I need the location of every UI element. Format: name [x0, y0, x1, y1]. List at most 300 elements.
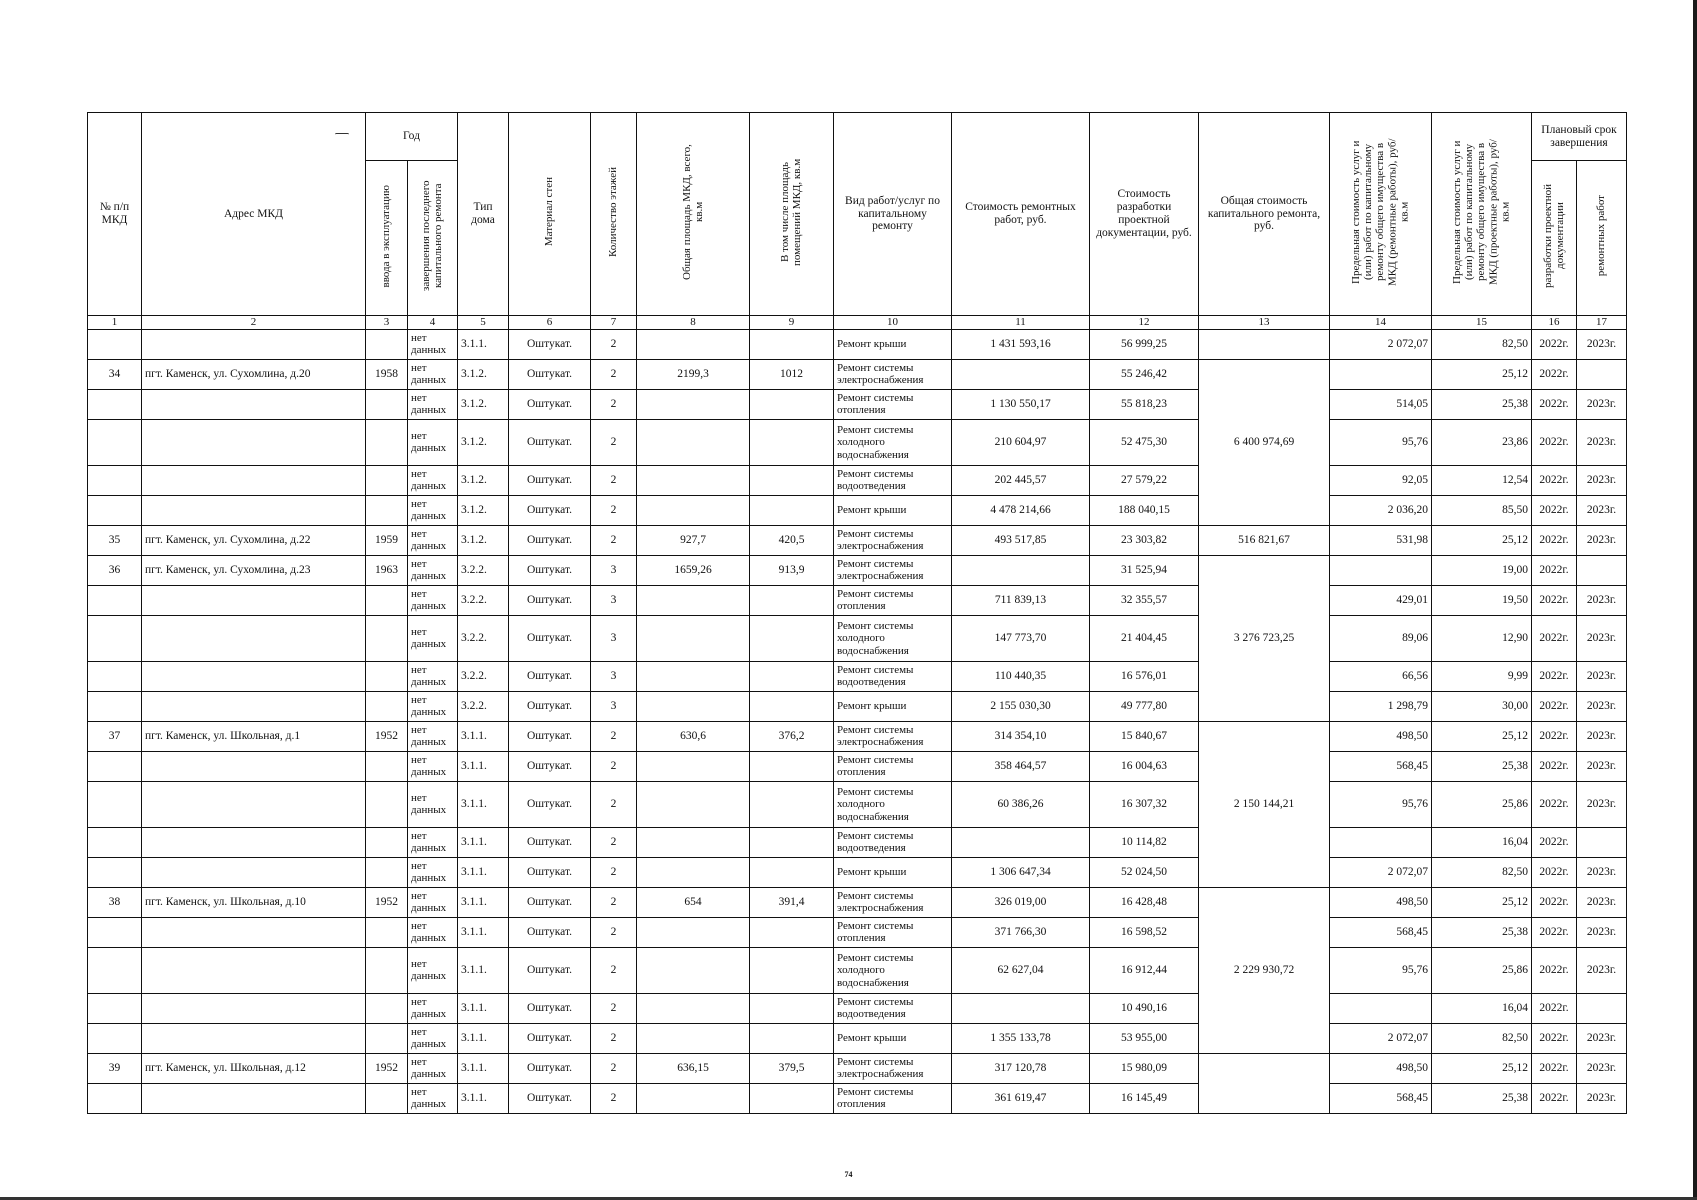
house-address: пгт. Каменск, ул. Школьная, д.12: [142, 1053, 366, 1083]
commission-year: [366, 993, 408, 1023]
limit-design: 82,50: [1432, 329, 1532, 359]
repair-cost: 147 773,70: [952, 615, 1090, 661]
total-area: 630,6: [637, 721, 750, 751]
column-number: 12: [1090, 315, 1199, 329]
deadline-repair: 2023г.: [1577, 917, 1627, 947]
house-type: 3.1.1.: [458, 751, 509, 781]
limit-design: 9,99: [1432, 661, 1532, 691]
premises-area: [750, 691, 834, 721]
deadline-design: 2022г.: [1532, 389, 1577, 419]
limit-repair: [1330, 827, 1432, 857]
deadline-design: 2022г.: [1532, 585, 1577, 615]
design-cost: 31 525,94: [1090, 555, 1199, 585]
floors-count: 2: [591, 495, 637, 525]
premises-area: [750, 615, 834, 661]
total-area: [637, 947, 750, 993]
design-cost: 16 307,32: [1090, 781, 1199, 827]
row-number: 35: [88, 525, 142, 555]
design-cost: 32 355,57: [1090, 585, 1199, 615]
total-area: 654: [637, 887, 750, 917]
house-type: 3.1.1.: [458, 887, 509, 917]
wall-material: Оштукат.: [509, 1083, 591, 1113]
commission-year: 1952: [366, 887, 408, 917]
limit-repair: 89,06: [1330, 615, 1432, 661]
page-number: 74: [844, 1170, 853, 1179]
table-row: [88, 751, 1627, 781]
limit-repair: 2 072,07: [1330, 857, 1432, 887]
wall-material: Оштукат.: [509, 465, 591, 495]
house-type: 3.1.1.: [458, 857, 509, 887]
limit-repair: 2 072,07: [1330, 1023, 1432, 1053]
design-cost: 52 475,30: [1090, 419, 1199, 465]
commission-year: [366, 781, 408, 827]
limit-repair: 498,50: [1330, 721, 1432, 751]
floors-count: 2: [591, 1083, 637, 1113]
wall-material: Оштукат.: [509, 691, 591, 721]
repair-cost: 60 386,26: [952, 781, 1090, 827]
floors-count: 2: [591, 525, 637, 555]
floors-count: 2: [591, 857, 637, 887]
total-area: 1659,26: [637, 555, 750, 585]
floors-count: 3: [591, 661, 637, 691]
last-repair-year: нет данных: [408, 1053, 458, 1083]
deadline-repair: 2023г.: [1577, 691, 1627, 721]
design-cost: 49 777,80: [1090, 691, 1199, 721]
table-row: [88, 525, 1627, 555]
house-address: [142, 751, 366, 781]
deadline-design: 2022г.: [1532, 1083, 1577, 1113]
commission-year: [366, 751, 408, 781]
work-type: Ремонт системы отопления: [834, 1083, 952, 1113]
row-number: [88, 495, 142, 525]
floors-count: 2: [591, 329, 637, 359]
col-limit-design-header: Предельная стоимость услуг и (или) работ по капитальному ремонту общего имущества в МКД (проектные работы), руб/кв.м: [1432, 113, 1532, 316]
repair-cost: 1 130 550,17: [952, 389, 1090, 419]
total-area: [637, 661, 750, 691]
row-number: [88, 1023, 142, 1053]
repair-cost: 62 627,04: [952, 947, 1090, 993]
limit-repair: 531,98: [1330, 525, 1432, 555]
column-number: 4: [408, 315, 458, 329]
table-row: [88, 555, 1627, 585]
table-row: [88, 1023, 1627, 1053]
limit-design: 19,00: [1432, 555, 1532, 585]
wall-material: Оштукат.: [509, 359, 591, 389]
repair-cost: 317 120,78: [952, 1053, 1090, 1083]
table-row: [88, 721, 1627, 751]
column-number: 10: [834, 315, 952, 329]
premises-area: [750, 781, 834, 827]
limit-repair: 95,76: [1330, 947, 1432, 993]
column-number: 11: [952, 315, 1090, 329]
total-area: [637, 419, 750, 465]
last-repair-year: нет данных: [408, 947, 458, 993]
work-type: Ремонт системы отопления: [834, 751, 952, 781]
column-number: 13: [1199, 315, 1330, 329]
limit-design: 16,04: [1432, 993, 1532, 1023]
row-number: [88, 917, 142, 947]
design-cost: 10 490,16: [1090, 993, 1199, 1023]
premises-area: [750, 389, 834, 419]
house-address: [142, 947, 366, 993]
row-number: [88, 661, 142, 691]
house-type: 3.1.1.: [458, 721, 509, 751]
limit-design: 25,12: [1432, 887, 1532, 917]
design-cost: 188 040,15: [1090, 495, 1199, 525]
deadline-repair: 2023г.: [1577, 525, 1627, 555]
limit-repair: 498,50: [1330, 887, 1432, 917]
table-row: [88, 947, 1627, 993]
limit-design: 19,50: [1432, 585, 1532, 615]
deadline-repair: 2023г.: [1577, 465, 1627, 495]
floors-count: 2: [591, 887, 637, 917]
work-type: Ремонт системы холодного водоснабжения: [834, 419, 952, 465]
last-repair-year: нет данных: [408, 615, 458, 661]
deadline-design: 2022г.: [1532, 525, 1577, 555]
repair-cost: 1 431 593,16: [952, 329, 1090, 359]
last-repair-year: нет данных: [408, 329, 458, 359]
last-repair-year: нет данных: [408, 1023, 458, 1053]
floors-count: 3: [591, 585, 637, 615]
commission-year: [366, 615, 408, 661]
design-cost: 16 576,01: [1090, 661, 1199, 691]
commission-year: [366, 419, 408, 465]
last-repair-year: нет данных: [408, 887, 458, 917]
house-address: пгт. Каменск, ул. Сухомлина, д.20: [142, 359, 366, 389]
limit-design: 25,38: [1432, 1083, 1532, 1113]
design-cost: 16 145,49: [1090, 1083, 1199, 1113]
limit-design: 82,50: [1432, 1023, 1532, 1053]
wall-material: Оштукат.: [509, 917, 591, 947]
work-type: Ремонт системы отопления: [834, 917, 952, 947]
deadline-design: 2022г.: [1532, 827, 1577, 857]
column-number: 2: [142, 315, 366, 329]
total-area: [637, 465, 750, 495]
row-number: [88, 691, 142, 721]
house-type: 3.1.2.: [458, 389, 509, 419]
commission-year: [366, 465, 408, 495]
work-type: Ремонт системы холодного водоснабжения: [834, 615, 952, 661]
design-cost: 27 579,22: [1090, 465, 1199, 495]
deadline-design: 2022г.: [1532, 993, 1577, 1023]
commission-year: [366, 585, 408, 615]
wall-material: Оштукат.: [509, 389, 591, 419]
commission-year: [366, 947, 408, 993]
last-repair-year: нет данных: [408, 389, 458, 419]
repair-cost: 202 445,57: [952, 465, 1090, 495]
total-area: [637, 857, 750, 887]
row-number: [88, 827, 142, 857]
commission-year: [366, 329, 408, 359]
total-area: [637, 781, 750, 827]
wall-material: Оштукат.: [509, 615, 591, 661]
design-cost: 21 404,45: [1090, 615, 1199, 661]
total-area: [637, 495, 750, 525]
deadline-design: 2022г.: [1532, 691, 1577, 721]
work-type: Ремонт системы водоотведения: [834, 827, 952, 857]
house-address: пгт. Каменск, ул. Сухомлина, д.23: [142, 555, 366, 585]
house-address: пгт. Каменск, ул. Школьная, д.1: [142, 721, 366, 751]
col-repair-cost-header: Стоимость ремонтных работ, руб.: [952, 113, 1090, 316]
deadline-repair: [1577, 555, 1627, 585]
column-number: 16: [1532, 315, 1577, 329]
last-repair-year: нет данных: [408, 691, 458, 721]
limit-repair: 66,56: [1330, 661, 1432, 691]
limit-repair: [1330, 555, 1432, 585]
work-type: Ремонт системы отопления: [834, 389, 952, 419]
limit-repair: [1330, 993, 1432, 1023]
deadline-repair: 2023г.: [1577, 615, 1627, 661]
table-row: [88, 887, 1627, 917]
limit-repair: 568,45: [1330, 917, 1432, 947]
wall-material: Оштукат.: [509, 525, 591, 555]
col-premises-area-header: В том числе площадь помещений МКД, кв.м: [750, 113, 834, 316]
col-address-header: Адрес МКД: [142, 113, 366, 316]
last-repair-year: нет данных: [408, 495, 458, 525]
house-address: [142, 495, 366, 525]
commission-year: 1952: [366, 721, 408, 751]
work-type: Ремонт крыши: [834, 691, 952, 721]
table-row: [88, 465, 1627, 495]
deadline-design: 2022г.: [1532, 555, 1577, 585]
repair-cost: [952, 827, 1090, 857]
total-area: [637, 329, 750, 359]
last-repair-year: нет данных: [408, 419, 458, 465]
deadline-repair: [1577, 827, 1627, 857]
deadline-repair: 2023г.: [1577, 1053, 1627, 1083]
table-row: [88, 691, 1627, 721]
floors-count: 2: [591, 751, 637, 781]
design-cost: 55 818,23: [1090, 389, 1199, 419]
table-row: [88, 1083, 1627, 1113]
commission-year: [366, 691, 408, 721]
repair-cost: 1 355 133,78: [952, 1023, 1090, 1053]
deadline-repair: 2023г.: [1577, 887, 1627, 917]
work-type: Ремонт крыши: [834, 857, 952, 887]
row-number: 37: [88, 721, 142, 751]
column-number: 7: [591, 315, 637, 329]
deadline-design: 2022г.: [1532, 1023, 1577, 1053]
work-type: Ремонт системы холодного водоснабжения: [834, 947, 952, 993]
design-cost: 15 980,09: [1090, 1053, 1199, 1083]
deadline-design: 2022г.: [1532, 721, 1577, 751]
total-area: [637, 917, 750, 947]
premises-area: 913,9: [750, 555, 834, 585]
deadline-design: 2022г.: [1532, 329, 1577, 359]
row-number: [88, 857, 142, 887]
scan-edge-right: [1693, 0, 1697, 1200]
house-type: 3.1.2.: [458, 465, 509, 495]
total-area: [637, 585, 750, 615]
last-repair-year: нет данных: [408, 525, 458, 555]
last-repair-year: нет данных: [408, 1083, 458, 1113]
house-address: [142, 691, 366, 721]
house-address: [142, 781, 366, 827]
repair-cost: 361 619,47: [952, 1083, 1090, 1113]
col-house-type-header: Тип дома: [458, 113, 509, 316]
premises-area: [750, 751, 834, 781]
repair-cost: 110 440,35: [952, 661, 1090, 691]
limit-repair: 568,45: [1330, 751, 1432, 781]
deadline-design: 2022г.: [1532, 947, 1577, 993]
house-type: 3.1.1.: [458, 993, 509, 1023]
deadline-design: 2022г.: [1532, 857, 1577, 887]
deadline-repair: [1577, 359, 1627, 389]
row-number: [88, 615, 142, 661]
deadline-design: 2022г.: [1532, 495, 1577, 525]
work-type: Ремонт системы электроснабжения: [834, 887, 952, 917]
floors-count: 3: [591, 615, 637, 661]
repair-cost: [952, 993, 1090, 1023]
column-number: 5: [458, 315, 509, 329]
premises-area: 376,2: [750, 721, 834, 751]
table-row: [88, 1053, 1627, 1083]
table-row: [88, 857, 1627, 887]
row-number: [88, 1083, 142, 1113]
house-type: 3.2.2.: [458, 615, 509, 661]
limit-repair: 95,76: [1330, 781, 1432, 827]
limit-repair: 1 298,79: [1330, 691, 1432, 721]
deadline-repair: 2023г.: [1577, 857, 1627, 887]
table-row: [88, 585, 1627, 615]
deadline-design: 2022г.: [1532, 1053, 1577, 1083]
limit-design: 25,38: [1432, 389, 1532, 419]
total-cost: 516 821,67: [1199, 525, 1330, 555]
commission-year: [366, 1023, 408, 1053]
limit-design: 30,00: [1432, 691, 1532, 721]
col-design-cost-header: Стоимость разработки проектной документации, руб.: [1090, 113, 1199, 316]
floors-count: 2: [591, 827, 637, 857]
house-type: 3.1.1.: [458, 947, 509, 993]
row-number: [88, 993, 142, 1023]
house-type: 3.1.1.: [458, 1053, 509, 1083]
row-number: [88, 329, 142, 359]
last-repair-year: нет данных: [408, 585, 458, 615]
house-address: [142, 389, 366, 419]
col-deadline-design-header: разработки проектной документации: [1532, 161, 1577, 316]
design-cost: 53 955,00: [1090, 1023, 1199, 1053]
limit-design: 82,50: [1432, 857, 1532, 887]
repair-cost: 210 604,97: [952, 419, 1090, 465]
house-address: [142, 465, 366, 495]
last-repair-year: нет данных: [408, 857, 458, 887]
table-row: [88, 827, 1627, 857]
wall-material: Оштукат.: [509, 555, 591, 585]
floors-count: 2: [591, 947, 637, 993]
total-cost: [1199, 329, 1330, 359]
total-cost: 2 229 930,72: [1199, 887, 1330, 1053]
total-area: [637, 1083, 750, 1113]
deadline-repair: [1577, 993, 1627, 1023]
commission-year: [366, 389, 408, 419]
wall-material: Оштукат.: [509, 887, 591, 917]
deadline-design: 2022г.: [1532, 615, 1577, 661]
wall-material: Оштукат.: [509, 495, 591, 525]
premises-area: [750, 465, 834, 495]
repair-cost: 326 019,00: [952, 887, 1090, 917]
column-number: 8: [637, 315, 750, 329]
commission-year: [366, 917, 408, 947]
house-address: пгт. Каменск, ул. Сухомлина, д.22: [142, 525, 366, 555]
limit-design: 25,12: [1432, 525, 1532, 555]
limit-repair: 568,45: [1330, 1083, 1432, 1113]
deadline-design: 2022г.: [1532, 781, 1577, 827]
row-number: [88, 781, 142, 827]
row-number: 38: [88, 887, 142, 917]
work-type: Ремонт системы водоотведения: [834, 993, 952, 1023]
house-type: 3.1.2.: [458, 495, 509, 525]
deadline-design: 2022г.: [1532, 751, 1577, 781]
house-type: 3.1.1.: [458, 1083, 509, 1113]
row-number: [88, 465, 142, 495]
commission-year: [366, 495, 408, 525]
deadline-repair: 2023г.: [1577, 781, 1627, 827]
col-floors-header: Количество этажей: [591, 113, 637, 316]
commission-year: 1959: [366, 525, 408, 555]
limit-design: 16,04: [1432, 827, 1532, 857]
floors-count: 2: [591, 465, 637, 495]
work-type: Ремонт системы электроснабжения: [834, 1053, 952, 1083]
premises-area: [750, 947, 834, 993]
floors-count: 2: [591, 1053, 637, 1083]
total-area: [637, 1023, 750, 1053]
limit-repair: 2 036,20: [1330, 495, 1432, 525]
column-number: 6: [509, 315, 591, 329]
limit-repair: 92,05: [1330, 465, 1432, 495]
row-number: 39: [88, 1053, 142, 1083]
column-number-row: [88, 315, 1627, 329]
total-area: [637, 993, 750, 1023]
house-type: 3.2.2.: [458, 585, 509, 615]
table-row: [88, 389, 1627, 419]
work-type: Ремонт крыши: [834, 1023, 952, 1053]
work-type: Ремонт системы водоотведения: [834, 661, 952, 691]
wall-material: Оштукат.: [509, 947, 591, 993]
last-repair-year: нет данных: [408, 827, 458, 857]
limit-design: 23,86: [1432, 419, 1532, 465]
col-year-header: Год: [366, 113, 458, 161]
last-repair-year: нет данных: [408, 661, 458, 691]
house-type: 3.1.1.: [458, 781, 509, 827]
table-row: [88, 661, 1627, 691]
total-area: 636,15: [637, 1053, 750, 1083]
house-address: [142, 329, 366, 359]
last-repair-year: нет данных: [408, 555, 458, 585]
total-area: [637, 389, 750, 419]
house-address: [142, 993, 366, 1023]
house-type: 3.1.1.: [458, 917, 509, 947]
last-repair-year: нет данных: [408, 781, 458, 827]
house-type: 3.1.2.: [458, 419, 509, 465]
premises-area: [750, 329, 834, 359]
row-number: 36: [88, 555, 142, 585]
col-work-type-header: Вид работ/услуг по капитальному ремонту: [834, 113, 952, 316]
house-type: 3.1.1.: [458, 1023, 509, 1053]
limit-design: 25,38: [1432, 751, 1532, 781]
limit-design: 25,38: [1432, 917, 1532, 947]
work-type: Ремонт системы электроснабжения: [834, 525, 952, 555]
premises-area: [750, 661, 834, 691]
limit-design: 25,12: [1432, 1053, 1532, 1083]
work-type: Ремонт системы отопления: [834, 585, 952, 615]
repair-cost: 4 478 214,66: [952, 495, 1090, 525]
repair-cost: 358 464,57: [952, 751, 1090, 781]
last-repair-year: нет данных: [408, 465, 458, 495]
deadline-design: 2022г.: [1532, 887, 1577, 917]
limit-repair: 429,01: [1330, 585, 1432, 615]
premises-area: [750, 1023, 834, 1053]
table-row: [88, 615, 1627, 661]
